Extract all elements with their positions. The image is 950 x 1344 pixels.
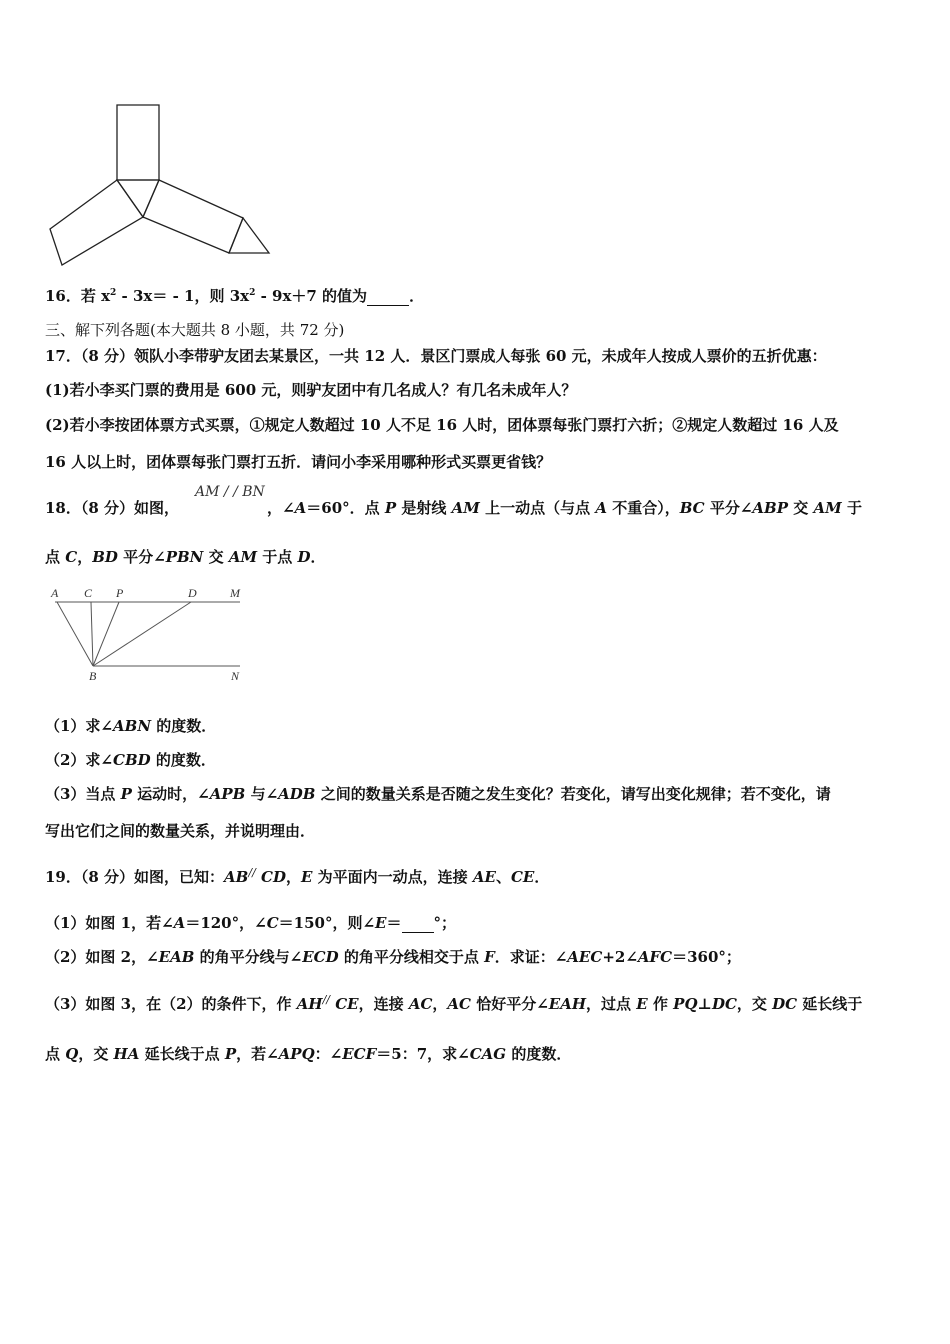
q18-sub1: （1）求∠ABN 的度数． [45, 717, 217, 735]
q19-part2: （2）如图 2，∠EAB 的角平分线与∠ECD 的角平分线相交于点 F．求证：∠AEC+2∠AFC＝360°； [45, 948, 741, 966]
q18-sub3-line2: 写出它们之间的数量关系，并说明理由． [45, 822, 316, 840]
segment-bd [93, 602, 191, 666]
q16-text: - 9x＋7 的值为 [255, 287, 368, 305]
q17-part2: 16 人以上时，团体票每张门票打五折．请问小李采用哪种形式买票更省钱？ [45, 453, 552, 471]
right-triangle [229, 218, 269, 253]
segment-ba [57, 602, 93, 666]
label-p: P [116, 586, 124, 600]
label-d: D [188, 586, 197, 600]
segment-bp [93, 602, 119, 666]
q19-part1: （1）如图 1，若∠A＝120°，∠C＝150°，则∠E＝ °； [45, 914, 457, 932]
q16-exponent: 2 [110, 288, 117, 298]
label-n: N [231, 669, 240, 683]
q17-part1: (1)若小李买门票的费用是 600 元，则驴友团中有几名成人？有几名未成年人？ [45, 381, 577, 399]
squares-triangle-figure [40, 95, 290, 270]
q18-sub2: （2）求∠CBD 的度数． [45, 751, 216, 769]
q18-sub3: （3）当点 P 运动时，∠APB 与∠ADB 之间的数量关系是否随之发生变化？若变化，请写出变化规律；若不变化，请 [45, 785, 831, 803]
label-b: B [89, 669, 97, 683]
q17-part2: (2)若小李按团体票方式买票，①规定人数超过 10 人不足 16 人时，团体票每张门票打六折；②规定人数超过 16 人及 [45, 416, 839, 434]
label-m: M [230, 586, 240, 600]
q17-stem: 17．（8 分）领队小李带驴友团去某景区，一共 12 人．景区门票成人每张 60 元，未成年人按成人票价的五折优惠： [45, 347, 827, 365]
parallel-lines-figure [45, 582, 255, 687]
label-c: C [84, 586, 93, 600]
q16-end: ． [409, 287, 425, 305]
q19-part3: （3）如图 3，在（2）的条件下，作 AH// CE，连接 AC，AC 恰好平分∠EAH，过点 E 作 PQ⊥DC，交 DC 延长线于 [45, 993, 863, 1013]
answer-blank [367, 287, 409, 306]
answer-blank [402, 914, 434, 933]
q16-text: - 3x＝ - 1，则 3x [116, 287, 250, 305]
section-title: 三、解下列各题(本大题共 8 小题，共 72 分) [45, 321, 345, 339]
q18-stem: 18．（8 分）如图， ，∠A＝60°．点 P 是射线 AM 上一动点（与点 A 不重合），BC 平分∠ABP 交 AM 于 [45, 499, 862, 517]
right-square [143, 180, 243, 253]
q19-part3-line2: 点 Q，交 HA 延长线于点 P，若∠APQ：∠ECF＝5：7，求∠CAG 的度数． [45, 1045, 572, 1063]
segment-bc [91, 602, 93, 666]
q18-stem-line2: 点 C，BD 平分∠PBN 交 AM 于点 D． [45, 548, 326, 566]
left-square [50, 180, 143, 265]
parallel-formula: AM / / BN [195, 484, 265, 500]
center-triangle [117, 180, 159, 217]
question-16 [45, 285, 424, 306]
top-square [117, 105, 159, 180]
q19-stem: 19．（8 分）如图，已知：AB// CD，E 为平面内一动点，连接 AE、CE． [45, 866, 550, 886]
q16-exponent: 2 [249, 288, 256, 298]
label-a: A [51, 586, 59, 600]
q16-text: 若 x [80, 287, 111, 305]
q16-number: 16． [45, 287, 81, 305]
